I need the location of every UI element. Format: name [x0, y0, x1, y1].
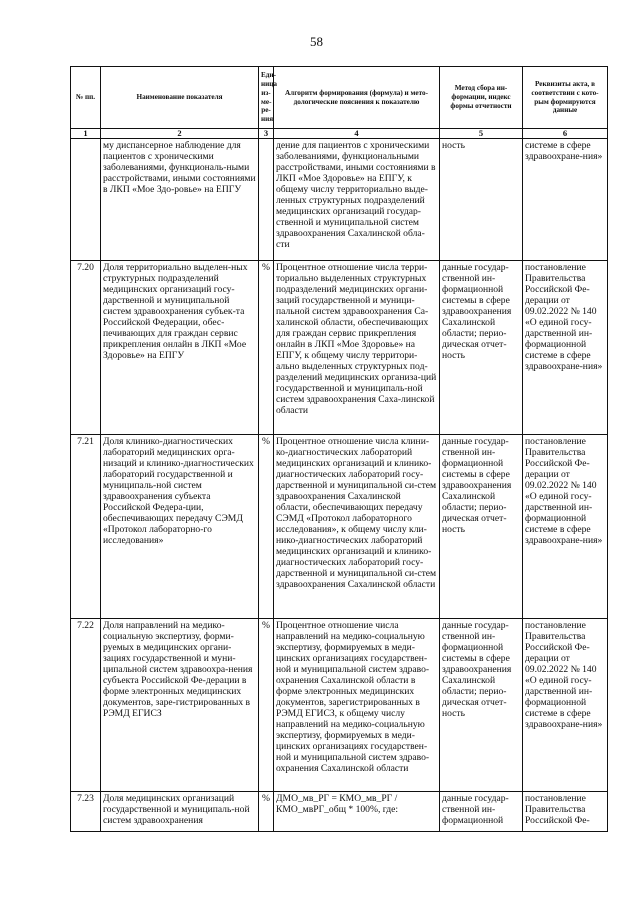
- legal-act: постановление Правительства Российской Фе-дерации от 09.02.2022 № 140 «О единой госу-дарственной ин-формационной системе в сфере здравоохране-ния»: [523, 619, 608, 792]
- unit: %: [259, 435, 274, 619]
- unit: %: [259, 619, 274, 792]
- collection-method: данные государ-ственной ин-формационной: [440, 792, 523, 832]
- column-number: 1: [71, 129, 101, 139]
- header-indicator-name: Наименование показателя: [101, 67, 259, 129]
- column-number: 4: [274, 129, 440, 139]
- header-algorithm: Алгоритм формирования (формула) и мето-дологические пояснения к показателю: [274, 67, 440, 129]
- indicator-name: Доля территориально выделен-ных структурных подразделений медицинских организаций госу-дарственной и муниципальной систем здравоохранения субъек-та Российской Федерации, обес-печивающих для граждан сервис прикрепления онлайн в ЛКП «Мое Здоровье» на ЕПГУ: [101, 261, 259, 435]
- header-act: Реквизиты акта, в соответствии с кото-рым формируются данные: [523, 67, 608, 129]
- column-number: 5: [440, 129, 523, 139]
- table-row: [71, 139, 608, 261]
- row-number: [71, 139, 101, 261]
- table-row: [71, 792, 608, 832]
- row-number: 7.21: [71, 435, 101, 619]
- row-number: 7.22: [71, 619, 101, 792]
- legal-act: постановление Правительства Российской Фе-дерации от 09.02.2022 № 140 «О единой госу-дарственной ин-формационной системе в сфере здравоохране-ния»: [523, 261, 608, 435]
- row-number: 7.23: [71, 792, 101, 832]
- collection-method: данные государ-ственной ин-формационной системы в сфере здравоохранения Сахалинской области; перио-дическая отчет-ность: [440, 435, 523, 619]
- header-method: Метод сбора ин-формации, индекс формы отчетности: [440, 67, 523, 129]
- unit: %: [259, 792, 274, 832]
- legal-act: постановление Правительства Российской Фе-дерации от 09.02.2022 № 140 «О единой госу-дарственной ин-формационной системе в сфере здравоохране-ния»: [523, 435, 608, 619]
- collection-method: данные государ-ственной ин-формационной системы в сфере здравоохранения Сахалинской области; перио-дическая отчет-ность: [440, 619, 523, 792]
- algorithm: ДМО_мв_РГ = КМО_мв_РГ / КМО_мвРГ_общ * 100%, где:: [274, 792, 440, 832]
- header-number: № пп.: [71, 67, 101, 129]
- unit: %: [259, 261, 274, 435]
- page-number: 58: [310, 34, 323, 49]
- column-number: 6: [523, 129, 608, 139]
- algorithm: Процентное отношение числа терри-ториально выделенных структурных подразделений медицинских органи-заций государственной и муници-пальной систем здравоохранения Са-халинской области, обеспечивающих для граждан сервис прикрепления онлайн в ЛКП «Мое Здоровье» на ЕПГУ, к общему числу территори-ально выделенных структурных под-разделений медицинских организа-ций государственной и муниципаль-ной систем здравоохранения Саха-линской области: [274, 261, 440, 435]
- column-number: 3: [259, 129, 274, 139]
- row-number: 7.20: [71, 261, 101, 435]
- table-row: [71, 619, 608, 792]
- table-row: [71, 435, 608, 619]
- column-number: 2: [101, 129, 259, 139]
- legal-act: постановление Правительства Российской Фе-: [523, 792, 608, 832]
- unit: [259, 139, 274, 261]
- table-row: [71, 261, 608, 435]
- indicator-name: му диспансерное наблюдение для пациентов с хроническими заболеваниями, функциональ-ными расстройствами, иными состояниями в ЛКП «Мое Здо-ровье» на ЕПГУ: [101, 139, 259, 261]
- header-row: [71, 67, 608, 129]
- algorithm: Процентное отношение числа направлений на медико-социальную экспертизу, формируемых в меди-цинских организациях государствен-ной и муниципальной систем здраво-охранения Сахалинской области в форме электронных медицинских документов, зарегистрированных в РЭМД ЕГИСЗ, к общему числу направлений на медико-социальную экспертизу, формируемых в меди-цинских организациях государствен-ной и муниципальной систем здраво-охранения Сахалинской области: [274, 619, 440, 792]
- algorithm: дение для пациентов с хроническими заболеваниями, функциональными расстройствами, иными состояниями в ЛКП «Мое Здоровье» на ЕПГУ, к общему числу территориально выде-ленных структурных подразделений медицинских организаций государ-ственной и муниципальной систем здравоохранения Сахалинской обла-сти: [274, 139, 440, 261]
- indicator-name: Доля направлений на медико-социальную экспертизу, форми-руемых в медицинских органи-зациях государственной и муни-ципальной систем здравоохра-нения субъекта Российской Фе-дерации в форме электронных медицинских документов, заре-гистрированных в РЭМД ЕГИСЗ: [101, 619, 259, 792]
- collection-method: ность: [440, 139, 523, 261]
- column-number-row: [71, 129, 608, 139]
- collection-method: данные государ-ственной ин-формационной системы в сфере здравоохранения Сахалинской области; перио-дическая отчет-ность: [440, 261, 523, 435]
- legal-act: системе в сфере здравоохране-ния»: [523, 139, 608, 261]
- algorithm: Процентное отношение числа клини-ко-диагностических лабораторий медицинских организаций и клинико-диагностических лабораторий госу-дарственной и муниципальной си-стем здравоохранения Сахалинской области, обеспечивающих передачу СЭМД «Протокол лабораторного исследования», к общему числу кли-нико-диагностических лабораторий медицинских организаций и клинико-диагностических лабораторий госу-дарственной и муниципальной си-стем здравоохранения Сахалинской области: [274, 435, 440, 619]
- header-unit: Еди-ница из-ме-ре-ния: [259, 67, 274, 129]
- indicator-name: Доля клинико-диагностических лабораторий медицинских орга-низаций и клинико-диагностических лабораторий государственной и муниципаль-ной систем здравоохранения субъекта Российской Федера-ции, обеспечивающих передачу СЭМД «Протокол лабораторно-го исследования»: [101, 435, 259, 619]
- indicator-name: Доля медицинских организаций государственной и муниципаль-ной систем здравоохранения: [101, 792, 259, 832]
- indicator-table: [70, 66, 608, 832]
